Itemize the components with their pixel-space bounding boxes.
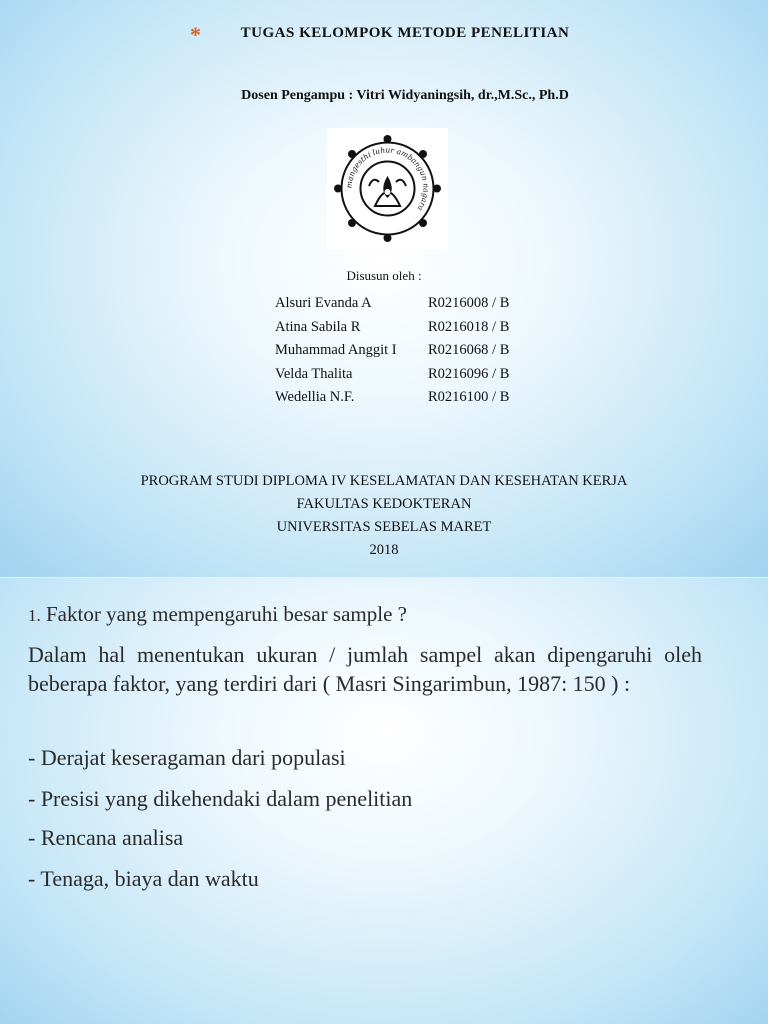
seal-ring-text: mangesthi luhur ambangun nagara bbox=[344, 145, 431, 213]
question-number: 1. bbox=[28, 606, 41, 625]
slide-title: TUGAS KELOMPOK METODE PENELITIAN bbox=[240, 25, 570, 41]
author-id: R0216008 / B bbox=[428, 295, 510, 312]
author-name: Wedellia N.F. bbox=[275, 389, 355, 406]
lecturer-line: Dosen Pengampu : Vitri Widyaningsih, dr.,M.Sc., Ph.D bbox=[241, 88, 569, 103]
list-item: - Presisi yang dikehendaki dalam penelitian bbox=[28, 786, 413, 811]
answer-paragraph: Dalam hal menentukan ukuran / jumlah sampel akan dipengaruhi oleh beberapa faktor, yang terdiri dari ( Masri Singarimbun, 1987: 150 ) : bbox=[28, 642, 702, 696]
table-row bbox=[275, 316, 509, 340]
author-name: Atina Sabila R bbox=[275, 318, 361, 335]
title-bullet: * bbox=[190, 22, 201, 47]
program-name: PROGRAM STUDI DIPLOMA IV KESELAMATAN DAN KESEHATAN KERJA bbox=[140, 473, 628, 489]
list-item: - Tenaga, biaya dan waktu bbox=[28, 866, 259, 891]
table-row bbox=[275, 386, 509, 410]
author-id: R0216018 / B bbox=[428, 318, 510, 335]
question-heading bbox=[28, 600, 702, 630]
table-row bbox=[275, 339, 509, 363]
authors-table bbox=[275, 292, 509, 410]
list-item: - Derajat keseragaman dari populasi bbox=[28, 745, 346, 770]
university-seal-icon bbox=[327, 128, 448, 249]
author-id: R0216100 / B bbox=[428, 389, 510, 406]
author-id: R0216096 / B bbox=[428, 365, 510, 382]
author-name: Alsuri Evanda A bbox=[275, 295, 372, 312]
author-name: Muhammad Anggit I bbox=[275, 342, 397, 359]
year: 2018 bbox=[369, 542, 399, 558]
table-row bbox=[275, 363, 509, 387]
authors-heading: Disusun oleh : bbox=[346, 268, 422, 283]
table-row bbox=[275, 292, 509, 316]
author-name: Velda Thalita bbox=[275, 365, 353, 382]
question-text: Faktor yang mempengaruhi besar sample ? bbox=[40, 602, 407, 626]
author-id: R0216068 / B bbox=[428, 342, 510, 359]
faculty-name: FAKULTAS KEDOKTERAN bbox=[296, 496, 472, 512]
university-name: UNIVERSITAS SEBELAS MARET bbox=[276, 519, 492, 535]
list-item: - Rencana analisa bbox=[28, 825, 184, 850]
